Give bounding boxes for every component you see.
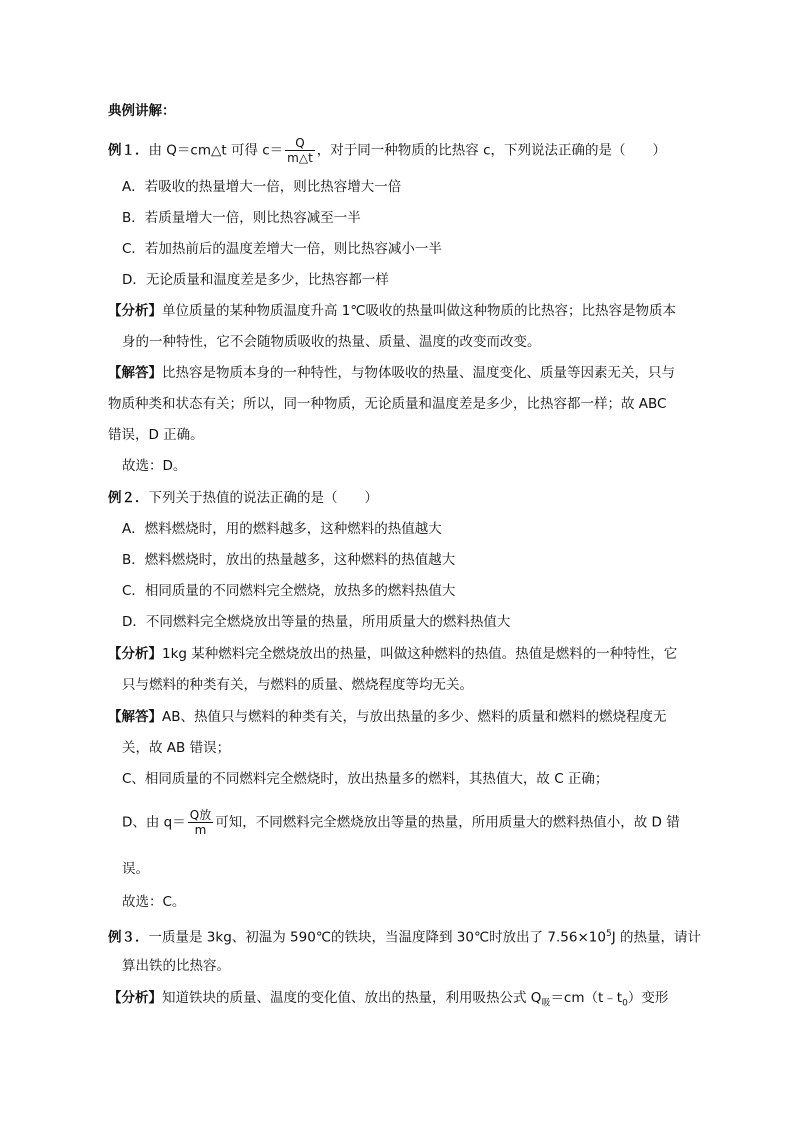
section-heading: 典例讲解： [108,103,176,119]
example-2-answer-d: D、由 q＝ $\frac{\text{Q放}}{m}$ 可知，不同燃料完全燃烧放出等量的热量，所用质量大的燃料热值小，故 D 错 [122,808,680,837]
analysis-tag: 【分析】 [108,646,162,662]
answer-tag: 【解答】 [108,709,162,725]
example-3-analysis: 【分析】知道铁块的质量、温度的变化值、放出的热量，利用吸热公式 $Q_吸=cm(t﹣t_0)$变形 [108,990,669,1009]
fraction-q-release-over-m: $\frac{\text{Q放}}{m}$ [189,808,212,837]
analysis-tag: 【分析】 [108,303,162,319]
example-1-option-b: B．若质量增大一倍，则比热容减至一半 [122,210,361,226]
example-1-choice: 故选：D。 [122,458,187,474]
example-3-stem-cont: 算出铁的比热容。 [122,958,230,974]
fraction-q-over-m-delta-t: $\frac{Q}{m\triangle t}$ [287,136,313,165]
example-1-option-d: D．无论质量和温度差是多少，比热容都一样 [122,272,389,288]
example-3-stem: 例３．一质量是 3kg、初温为 590℃的铁块，当温度降到 30℃时放出了 $7.56\times 10^5J$ 的热量，请计 [108,929,701,946]
example-2-analysis: 【分析】1kg 某种燃料完全燃烧放出的热量，叫做这种燃料的热值。热值是燃料的一种特性，它 [108,646,678,662]
example-2-option-a: A．燃料燃烧时，用的燃料越多，这种燃料的热值越大 [122,521,442,537]
example-2-answer-c: C、相同质量的不同燃料完全燃烧时，放出热量多的燃料，其热值大，故 C 正确； [122,771,609,787]
example-1-analysis: 【分析】单位质量的某种物质温度升高 1℃吸收的热量叫做这种物质的比热容；比热容是物质本 [108,303,677,319]
example-2-answer-cont-1: 关，故 AB 错误； [122,740,231,756]
example-2-analysis-cont: 只与燃料的种类有关，与燃料的质量、燃烧程度等均无关。 [122,677,473,693]
example-1-analysis-cont: 身的一种特性，它不会随物质吸收的热量、质量、温度的改变而改变。 [122,334,541,350]
example-2-option-d: D．不同燃料完全燃烧放出等量的热量，所用质量大的燃料热值大 [122,614,511,630]
example-2-answer-cont-2: 误。 [122,861,149,877]
example-1-stem: 例１．由 Q＝cm△t 可得 c＝ $\frac{Q}{m\triangle t}$ ，对于同一种物质的比热容 c，下列说法正确的是（ ） [108,136,667,165]
example-2-label: 例２． [108,490,149,506]
example-1-answer-cont-2: 错误，D 正确。 [108,427,204,443]
answer-tag: 【解答】 [108,365,162,381]
example-2-option-c: C．相同质量的不同燃料完全燃烧，放热多的燃料热值大 [122,583,456,599]
analysis-tag: 【分析】 [108,990,162,1006]
example-1-answer-cont-1: 物质种类和状态有关；所以，同一种物质，无论质量和温度差是多少，比热容都一样；故 ABC [108,396,667,412]
example-2-answer: 【解答】AB、热值只与燃料的种类有关，与放出热量的多少、燃料的质量和燃料的燃烧程度无 [108,709,667,725]
example-2-choice: 故选：C。 [122,894,186,910]
example-1-answer: 【解答】比热容是物质本身的一种特性，与物体吸收的热量、温度变化、质量等因素无关，只与 [108,365,675,381]
example-2-stem: 例２．下列关于热值的说法正确的是（ ） [108,490,378,506]
example-1-label: 例１． [108,142,149,159]
example-2-option-b: B．燃料燃烧时，放出的热量越多，这种燃料的热值越大 [122,552,456,568]
example-3-label: 例３． [108,929,149,946]
example-1-option-a: A．若吸收的热量增大一倍，则比热容增大一倍 [122,179,402,195]
example-1-option-c: C．若加热前后的温度差增大一倍，则比热容减小一半 [122,241,442,257]
